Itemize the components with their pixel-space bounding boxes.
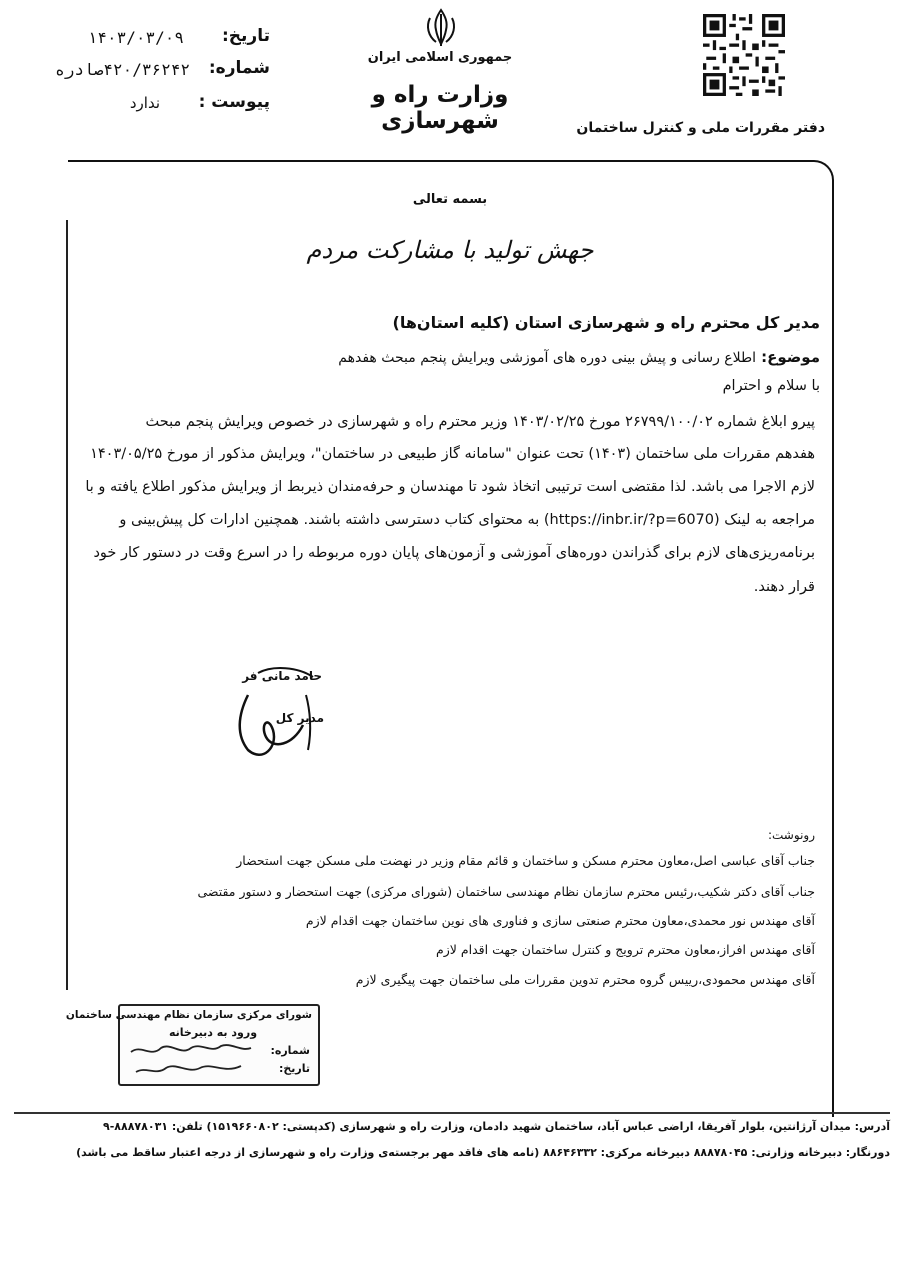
date-label: تاریخ: [222,26,270,46]
greeting: با سلام و احترام [722,378,820,394]
cc-line: جناب آقای دکتر شکیب،رئیس محترم سازمان نظام مهندسی ساختمان (شورای مرکزی) جهت استحضار و دستور مقتضی [197,884,815,899]
entry-stamp [65,1004,320,1086]
cc-line: جناب آقای عباسی اصل،معاون محترم مسکن و ساختمان و قائم مقام وزیر در نهضت ملی مسکن جهت استحضار [236,853,815,868]
signature [218,655,328,765]
iran-emblem-icon [424,8,458,48]
cc-line: آقای مهندس افراز،معاون محترم ترویج و کنترل ساختمان جهت اقدام لازم [436,942,815,957]
cc-line: آقای مهندس محمودی،رییس گروه محترم تدوین مقررات ملی ساختمان جهت پیگیری لازم [355,972,815,987]
body-line: برنامه‌ریزی‌های لازم برای گذراندن دوره‌های آموزشی و آزمون‌های پایان دوره مربوطه را در اسرع وقت در دستور کار خود [93,545,815,561]
signature-name: حامد مانی فر [242,669,322,683]
cc-label: رونوشت: [767,828,815,842]
date-value: ۱۴۰۳/۰۳/۰۹ [87,28,184,47]
stamp-handwriting-icon [126,1040,256,1080]
republic-title: جمهوری اسلامی ایران [367,50,513,65]
stamp-title: شورای مرکزی سازمان نظام مهندسی ساختمان [65,1009,312,1021]
body-line: هفدهم مقررات ملی ساختمان (۱۴۰۳) تحت عنوان "سامانه گاز طبیعی در ساختمان"، ویرایش مذکور از مورخ ۱۴۰۳/۰۵/۲۵ [90,446,815,462]
attachment-value: ندارد [129,94,160,112]
stamp-number-label: شماره: [270,1044,310,1057]
subject-text: اطلاع رسانی و پیش بینی دوره های آموزشی ویرایش پنجم مبحث هفدهم [338,350,757,366]
attachment-label: پیوست : [198,92,270,112]
number-value: ۴۲۰/۳۶۲۴۲صادره [55,60,190,79]
invocation: بسمه تعالی [412,192,488,207]
recipient: مدیر کل محترم راه و شهرسازی استان (کلیه استان‌ها) [392,313,820,332]
letter-frame-left [66,220,68,990]
body-line: مراجعه به لینک (https://inbr.ir/?p=6070) به محتوای کتاب دسترسی داشته باشند. همچنین ادارات کل پیش‌بینی و [119,512,815,528]
cc-line: آقای مهندس نور محمدی،معاون محترم صنعتی سازی و فناوری های نوین ساختمان جهت اقدام لازم [305,913,815,928]
footer-divider [14,1112,890,1114]
office-title: دفتر مقررات ملی و کنترل ساختمان [576,120,825,136]
footer-fax: دورنگار: دبیرخانه وزارتی: ۸۸۸۷۸۰۴۵ دبیرخانه مرکزی: ۸۸۶۴۶۳۳۲ (نامه های فاقد مهر برجسته‌ی وزارت راه و شهرسازی از درجه اعتبار ساقط می باشد) [76,1146,890,1159]
ministry-title: وزارت راه و شهرسازی [371,82,509,134]
number-label: شماره: [208,58,270,78]
slogan: جهش تولید با مشارکت مردم [306,236,594,264]
stamp-subtitle: ورود به دبیرخانه [168,1026,258,1039]
body-line: پیرو ابلاغ شماره ۲۶۷۹۹/۱۰۰/۰۲ مورخ ۱۴۰۳/۰۲/۲۵ وزیر محترم راه و شهرسازی در خصوص ویرایش پنجم مبحث [145,414,815,430]
body-line: قرار دهند. [753,579,815,595]
footer-address: آدرس: میدان آرژانتین، بلوار آفریقا، اراضی عباس آباد، ساختمان شهید دادمان، وزارت راه و شهرسازی (کدپستی: ۱۵۱۹۶۶۰۸۰۲) تلفن: ۸۸۸۷۸۰۳۱-۹ [102,1120,890,1133]
subject-line [290,347,820,366]
signature-title: مدیر کل [275,711,324,725]
stamp-date-label: تاریخ: [278,1062,310,1075]
subject-label: موضوع: [761,348,820,366]
qr-code-icon [703,14,785,96]
body-line: لازم الاجرا می باشد. لذا مقتضی است ترتیبی اتخاذ شود تا مهندسان و حرفه‌مندان ذیربط از ویرایش مذکور اطلاع یافته و با [85,479,815,495]
